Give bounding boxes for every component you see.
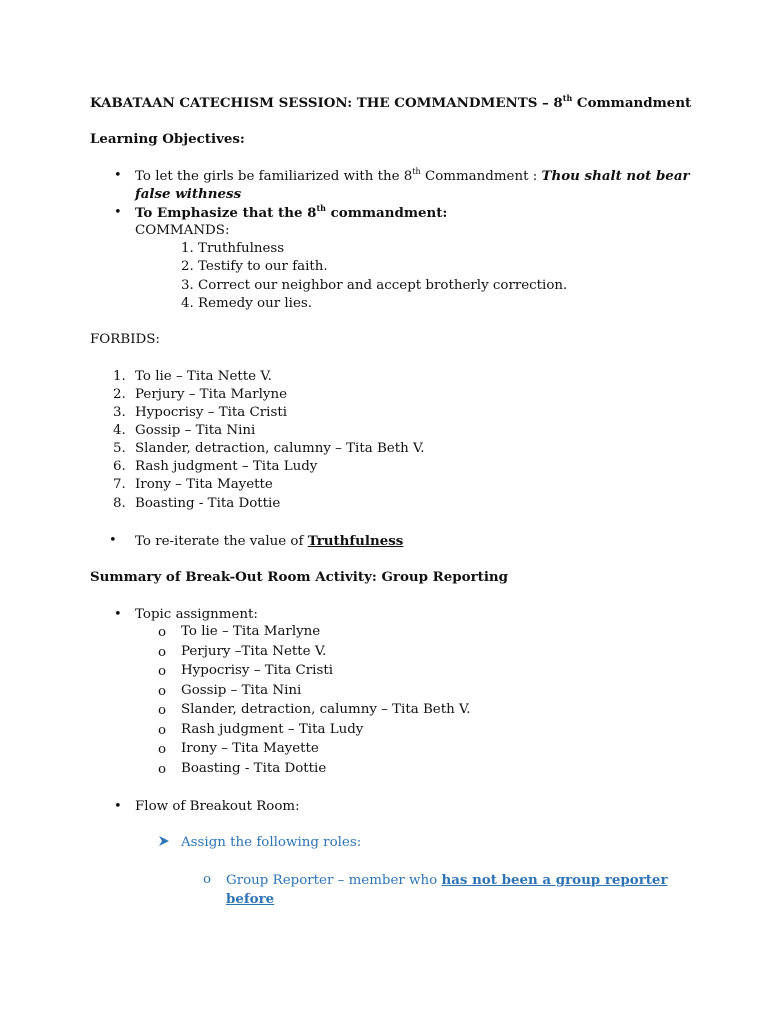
- forbid-number: 8.: [113, 496, 126, 511]
- forbid-number: 3.: [113, 405, 126, 420]
- arrow-bullet-icon: [158, 834, 170, 852]
- forbid-item: Hypocrisy – Tita Cristi: [135, 405, 288, 420]
- bullet-icon: •: [109, 533, 117, 548]
- circle-bullet-icon: o: [158, 645, 167, 660]
- circle-bullet-icon: o: [158, 664, 167, 679]
- forbid-item: To lie – Tita Nette V.: [135, 369, 272, 384]
- forbid-number: 4.: [113, 423, 126, 438]
- forbid-number: 5.: [113, 441, 126, 456]
- circle-bullet-icon: o: [158, 703, 167, 718]
- group-reporter-item-cont: before: [226, 891, 275, 907]
- forbid-item: Gossip – Tita Nini: [135, 423, 256, 438]
- reiterate-item: To re-iterate the value of Truthfulness: [135, 533, 404, 549]
- objective-item-1: To let the girls be familiarized with the 8th Commandment : Thou shalt not bear: [135, 166, 690, 184]
- circle-bullet-icon: o: [158, 723, 167, 738]
- commands-label: COMMANDS:: [135, 223, 230, 238]
- summary-heading: Summary of Break-Out Room Activity: Group Reporting: [90, 569, 509, 585]
- circle-bullet-icon: o: [158, 762, 167, 777]
- forbid-number: 2.: [113, 387, 126, 402]
- circle-bullet-icon: o: [158, 625, 167, 640]
- bullet-icon: •: [114, 799, 122, 814]
- topic-item: Perjury –Tita Nette V.: [181, 644, 327, 659]
- topic-item: Gossip – Tita Nini: [181, 683, 302, 698]
- forbid-item: Rash judgment – Tita Ludy: [135, 459, 318, 474]
- command-item: 2. Testify to our faith.: [181, 259, 328, 274]
- command-item: 4. Remedy our lies.: [181, 296, 313, 311]
- circle-bullet-icon: o: [158, 742, 167, 757]
- forbid-number: 6.: [113, 459, 126, 474]
- group-reporter-item: Group Reporter – member who has not been a group reporter: [226, 872, 668, 888]
- topic-item: Boasting - Tita Dottie: [181, 761, 327, 776]
- circle-bullet-icon: o: [158, 684, 167, 699]
- forbid-item: Boasting - Tita Dottie: [135, 496, 281, 511]
- objective-item-1-cont: false withness: [135, 186, 242, 202]
- forbid-item: Perjury – Tita Marlyne: [135, 387, 288, 402]
- circle-bullet-icon: o: [203, 872, 212, 887]
- topic-item: Hypocrisy – Tita Cristi: [181, 663, 334, 678]
- flow-label: Flow of Breakout Room:: [135, 799, 300, 814]
- forbid-item: Irony – Tita Mayette: [135, 477, 273, 492]
- forbids-label: FORBIDS:: [90, 332, 160, 347]
- topic-item: To lie – Tita Marlyne: [181, 624, 321, 639]
- topic-item: Rash judgment – Tita Ludy: [181, 722, 364, 737]
- bullet-icon: •: [114, 168, 122, 183]
- forbid-number: 1.: [113, 369, 126, 384]
- document-title: KABATAAN CATECHISM SESSION: THE COMMANDMENTS – 8th Commandment: [90, 92, 692, 111]
- command-item: 3. Correct our neighbor and accept brotherly correction.: [181, 278, 568, 293]
- topic-item: Irony – Tita Mayette: [181, 741, 319, 756]
- objective-item-2: To Emphasize that the 8th commandment:: [135, 202, 448, 221]
- forbid-number: 7.: [113, 477, 126, 492]
- bullet-icon: •: [114, 205, 122, 220]
- forbid-item: Slander, detraction, calumny – Tita Beth V.: [135, 441, 425, 456]
- topic-item: Slander, detraction, calumny – Tita Beth V.: [181, 702, 471, 717]
- command-item: 1. Truthfulness: [181, 241, 285, 256]
- assign-roles-label: Assign the following roles:: [181, 835, 362, 850]
- topic-assignment-label: Topic assignment:: [135, 607, 258, 622]
- objectives-heading: Learning Objectives:: [90, 131, 245, 147]
- bullet-icon: •: [114, 607, 122, 622]
